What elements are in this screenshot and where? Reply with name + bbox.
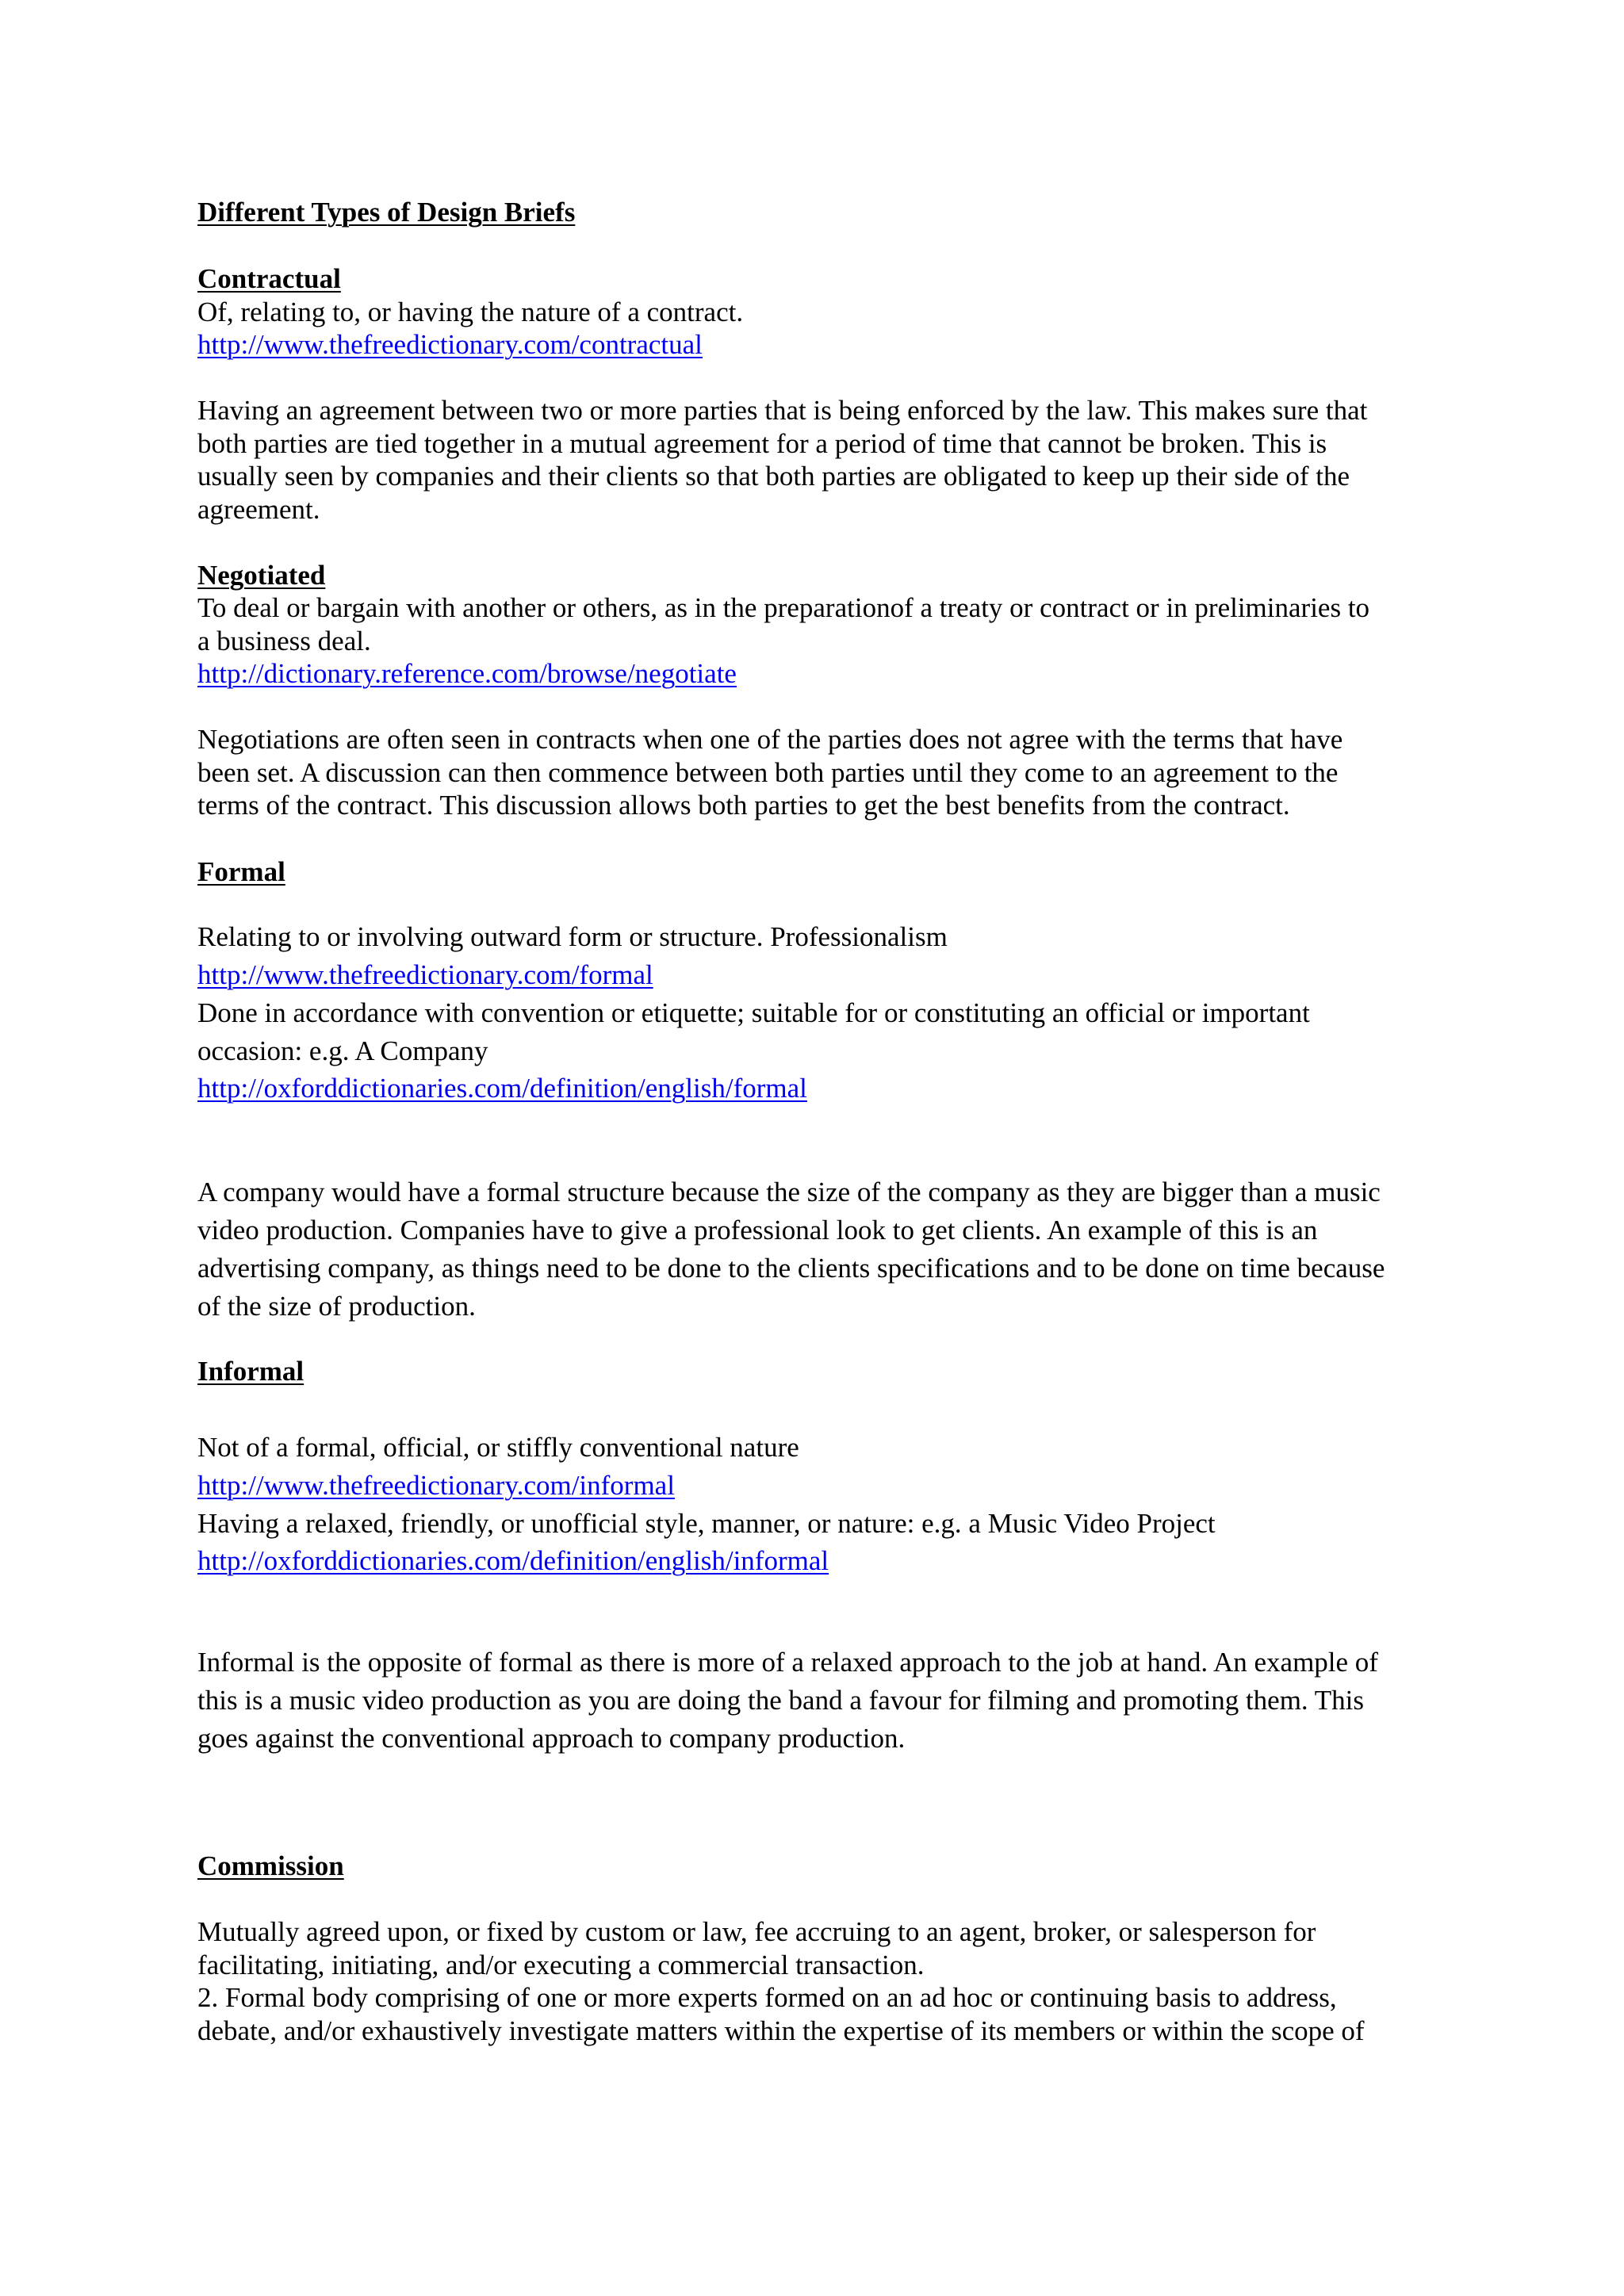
contractual-definition: Of, relating to, or having the nature of a contract. [197,297,744,327]
contractual-link[interactable]: http://www.thefreedictionary.com/contractual [197,329,703,360]
negotiated-definition-line: a business deal. [197,626,371,656]
contractual-paragraph-line: both parties are tied together in a mutual agreement for a period of time that cannot be broken. This is [197,428,1327,459]
commission-paragraph-line: 2. Formal body comprising of one or more experts formed on an ad hoc or continuing basis to address, [197,1982,1337,2013]
informal-paragraph-line: this is a music video production as you are doing the band a favour for filming and promoting them. This [197,1685,1365,1716]
informal-definition: Not of a formal, official, or stiffly conventional nature [197,1432,799,1463]
formal-definition: Relating to or involving outward form or structure. Professionalism [197,921,948,952]
contractual-paragraph-line: agreement. [197,494,320,525]
formal-link-oxforddictionaries[interactable]: http://oxforddictionaries.com/definition/english/formal [197,1073,807,1104]
formal-paragraph-line: A company would have a formal structure because the size of the company as they are bigger than a music [197,1177,1381,1207]
informal-paragraph-line: Informal is the opposite of formal as there is more of a relaxed approach to the job at hand. An example of [197,1647,1378,1678]
negotiated-paragraph-line: been set. A discussion can then commence between both parties until they come to an agreement to the [197,757,1339,788]
informal-definition-2: Having a relaxed, friendly, or unofficial style, manner, or nature: e.g. a Music Video Project [197,1508,1216,1539]
formal-paragraph-line: of the size of production. [197,1291,476,1322]
commission-paragraph-line: Mutually agreed upon, or fixed by custom or law, fee accruing to an agent, broker, or salesperson for [197,1916,1316,1947]
negotiated-paragraph-line: terms of the contract. This discussion allows both parties to get the best benefits from the contract. [197,790,1290,821]
contractual-paragraph-line: Having an agreement between two or more parties that is being enforced by the law. This makes sure that [197,395,1368,426]
commission-paragraph-line: debate, and/or exhaustively investigate matters within the expertise of its members or within the scope of [197,2015,1365,2046]
formal-paragraph-line: advertising company, as things need to be done to the clients specifications and to be done on time because [197,1253,1385,1284]
commission-heading: Commission [197,1850,344,1881]
informal-paragraph-line: goes against the conventional approach to company production. [197,1723,906,1754]
negotiated-heading: Negotiated [197,560,326,591]
document-title: Different Types of Design Briefs [197,197,576,228]
formal-heading: Formal [197,856,285,887]
contractual-heading: Contractual [197,263,341,294]
formal-definition-line: Done in accordance with convention or etiquette; suitable for or constituting an official or important [197,997,1310,1028]
negotiated-paragraph-line: Negotiations are often seen in contracts when one of the parties does not agree with the terms that have [197,724,1343,755]
negotiated-link[interactable]: http://dictionary.reference.com/browse/negotiate [197,658,737,689]
informal-link-oxforddictionaries[interactable]: http://oxforddictionaries.com/definition/english/informal [197,1545,829,1576]
contractual-paragraph-line: usually seen by companies and their clients so that both parties are obligated to keep up their side of the [197,461,1350,492]
informal-link-thefreedictionary[interactable]: http://www.thefreedictionary.com/informal [197,1470,675,1501]
formal-definition-line: occasion: e.g. A Company [197,1035,488,1066]
negotiated-definition-line: To deal or bargain with another or others, as in the preparationof a treaty or contract or in preliminaries to [197,592,1370,623]
formal-link-thefreedictionary[interactable]: http://www.thefreedictionary.com/formal [197,959,653,990]
formal-paragraph-line: video production. Companies have to give a professional look to get clients. An example of this is an [197,1215,1318,1246]
commission-paragraph-line: facilitating, initiating, and/or executing a commercial transaction. [197,1950,925,1980]
informal-heading: Informal [197,1356,304,1387]
